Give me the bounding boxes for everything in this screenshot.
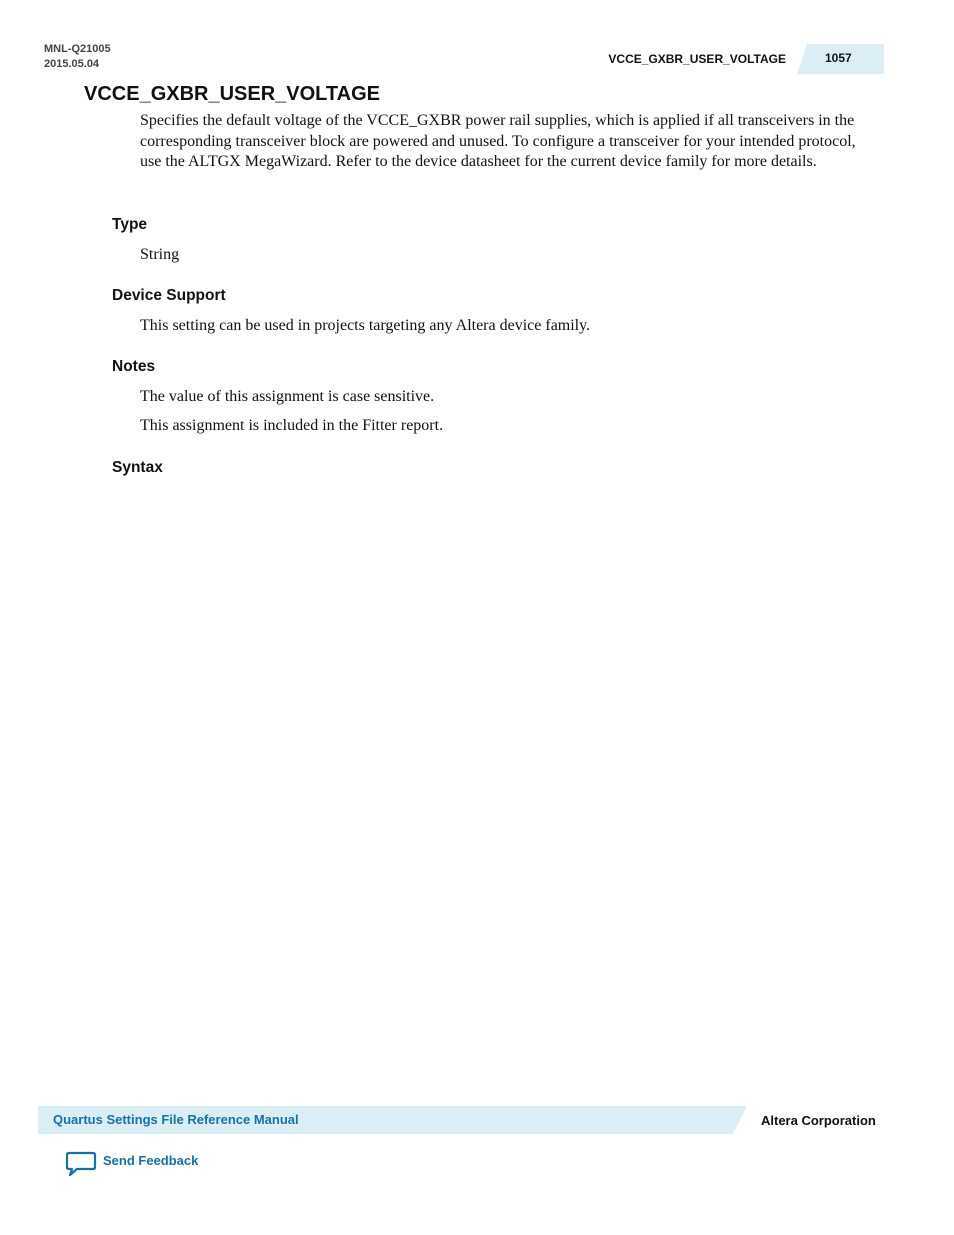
running-header-title: VCCE_GXBR_USER_VOLTAGE [608,52,786,66]
page-number: 1057 [825,51,852,65]
type-value: String [140,246,180,263]
page-title: VCCE_GXBR_USER_VOLTAGE [84,83,380,105]
speech-bubble-icon[interactable] [65,1150,97,1178]
doc-date: 2015.05.04 [44,58,100,70]
footer-manual-title: Quartus Settings File Reference Manual [53,1112,299,1127]
footer-company: Altera Corporation [761,1113,876,1128]
description-paragraph: Specifies the default voltage of the VCCE_GXBR power rail supplies, which is applied if all transceivers in the corresponding transceiver block are powered and unused. To configure a transceiver for your intended protocol, use the ALTGX MegaWizard. Refer to the device datasheet for the current device family for more details. [140,112,856,171]
device-support-heading: Device Support [112,287,226,304]
device-support-text: This setting can be used in projects targeting any Altera device family. [140,317,591,334]
notes-heading: Notes [112,358,156,375]
note-item: This assignment is included in the Fitter report. [140,417,444,434]
send-feedback-link[interactable]: Send Feedback [103,1153,199,1168]
syntax-heading: Syntax [112,459,163,476]
note-item: The value of this assignment is case sensitive. [140,388,435,405]
type-heading: Type [112,216,148,233]
doc-id: MNL-Q21005 [44,43,111,55]
